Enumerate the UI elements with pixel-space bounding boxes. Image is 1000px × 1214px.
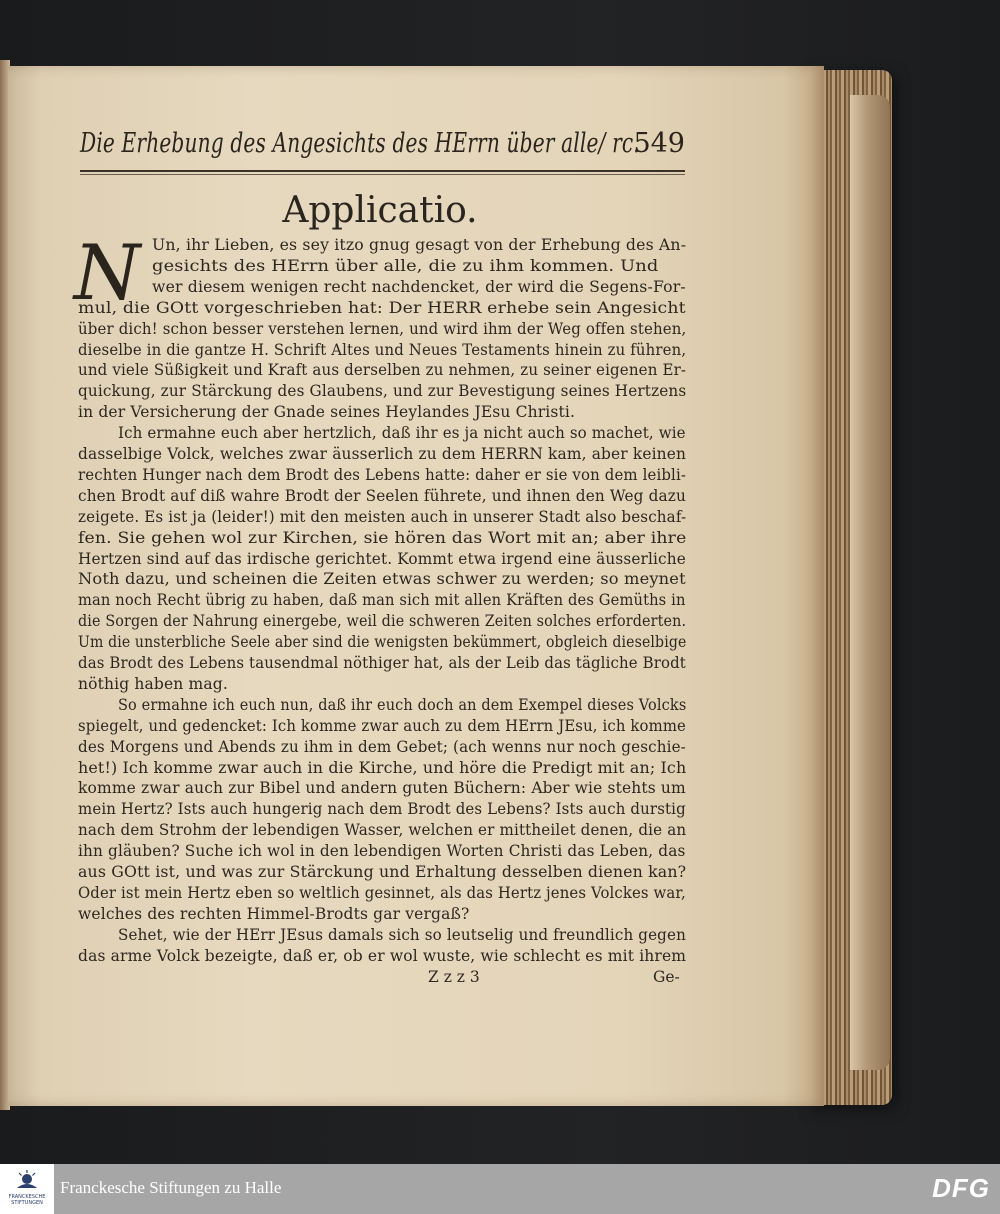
footer-bar [0,1164,1000,1214]
text-line: ihn gläuben? Suche ich wol in den lebendigen Worten Christi das Leben, das [78,842,686,861]
text-line: Noth dazu, und scheinen die Zeiten etwas schwer zu werden; so meynet [78,570,686,589]
section-title: Applicatio. [282,190,478,231]
text-line: Ich ermahne euch aber hertzlich, daß ihr es ja nicht auch so machet, wie [118,424,686,443]
text-line: spiegelt, und gedencket: Ich komme zwar auch zu dem HErrn JEsu, ich komme [78,716,686,735]
text-line: mein Hertz? Ists auch hungerig nach dem Brodt des Lebens? Ists auch durstig [78,800,686,819]
institution-logo[interactable] [0,1164,54,1214]
text-line: Oder ist mein Hertz eben so weltlich gesinnet, als das Hertz jenes Volckes war, [78,883,686,902]
institution-name[interactable]: Franckesche Stiftungen zu Halle [60,1178,282,1197]
text-line: wer diesem wenigen recht nachdencket, der wird die Segens-For- [152,277,686,296]
text-line: dasselbige Volck, welches zwar äusserlich zu dem HERRN kam, aber keinen [78,445,687,463]
text-line: het!) Ich komme zwar auch in die Kirche, und höre die Predigt mit an; Ich [78,758,687,777]
text-line: rechten Hunger nach dem Brodt des Lebens hatte: daher er sie von dem leibli- [78,465,687,484]
signature-mark: Z z z 3 [428,968,480,986]
text-line: und viele Süßigkeit und Kraft aus derselben zu nehmen, zu seiner eigenen Er- [78,361,687,380]
book-edge-shade [850,95,890,1070]
text-line: nöthig haben mag. [78,674,228,693]
dfg-logo[interactable]: DFG [932,1173,990,1203]
text-line: So ermahne ich euch nun, daß ihr euch doch an dem Exempel dieses Volcks [118,695,687,714]
text-line: Hertzen sind auf das irdische gerichtet. Kommt etwa irgend eine äusserliche [78,549,686,568]
text-line: das arme Volck bezeigte, daß er, ob er wol wuste, wie schlecht es mit ihrem [78,946,687,965]
text-line: dieselbe in die gantze H. Schrift Altes und Neues Testaments hinein zu führen, [78,340,687,359]
text-line: gesichts des HErrn über alle, die zu ihm kommen. Und [152,256,659,275]
text-line: komme zwar auch zur Bibel und andern guten Büchern: Aber wie stehts um [78,779,686,798]
running-head-title: Die Erhebung des Angesichts des HErrn über alle/ rc. [80,128,640,159]
logo-text: FRANCKESCHE STIFTUNGEN [8,1194,46,1206]
text-line: quickung, zur Stärckung des Glaubens, und zur Bevestigung seines Hertzens [78,382,687,401]
text-line: fen. Sie gehen wol zur Kirchen, sie hören das Wort mit an; aber ihre [78,528,687,547]
text-line: mul, die GOtt vorgeschrieben hat: Der HERR erhebe sein Angesicht [78,298,686,317]
running-head [80,128,685,168]
text-line: welches des rechten Himmel-Brodts gar vergaß? [78,904,470,923]
text-line: in der Versicherung der Gnade seines Heylandes JEsu Christi. [78,403,576,422]
text-line: über dich! schon besser verstehen lernen, und wird ihm der Weg offen stehen, [78,319,687,338]
text-line: Sehet, wie der HErr JEsus damals sich so leutselig und freundlich gegen [118,925,686,944]
catchword: Ge- [653,968,680,986]
head-rule [80,170,685,175]
decorated-initial: N [73,228,141,317]
text-line: nach dem Strohm der lebendigen Wasser, welchen er mittheilet denen, die an [78,821,687,840]
text-line: chen Brodt auf diß wahre Brodt der Seelen führete, und ihnen den Weg dazu [78,486,686,505]
page-number: 549 [633,128,685,159]
text-line: Um die unsterbliche Seele aber sind die wenigsten bekümmert, obgleich dieselbige [78,633,687,652]
text-line: aus GOtt ist, und was zur Stärckung und Erhaltung desselben dienen kan? [78,863,687,881]
text-line: zeigete. Es ist ja (leider!) mit den meisten auch in unserer Stadt also beschaf- [78,507,687,526]
text-line: die Sorgen der Nahrung einergebe, weil die schweren Zeiten solches erforderten. [78,612,687,631]
text-line: das Brodt des Lebens tausendmal nöthiger hat, als der Leib das tägliche Brodt [78,654,686,672]
text-line: des Morgens und Abends zu ihm in dem Gebet; (ach wenns nur noch geschie- [78,737,686,756]
text-line: Un, ihr Lieben, es sey itzo gnug gesagt von der Erhebung des An- [152,236,687,254]
text-line: man noch Recht übrig zu haben, daß man sich mit allen Kräften des Gemüths in [78,591,686,610]
sun-eagle-icon [15,1170,39,1192]
